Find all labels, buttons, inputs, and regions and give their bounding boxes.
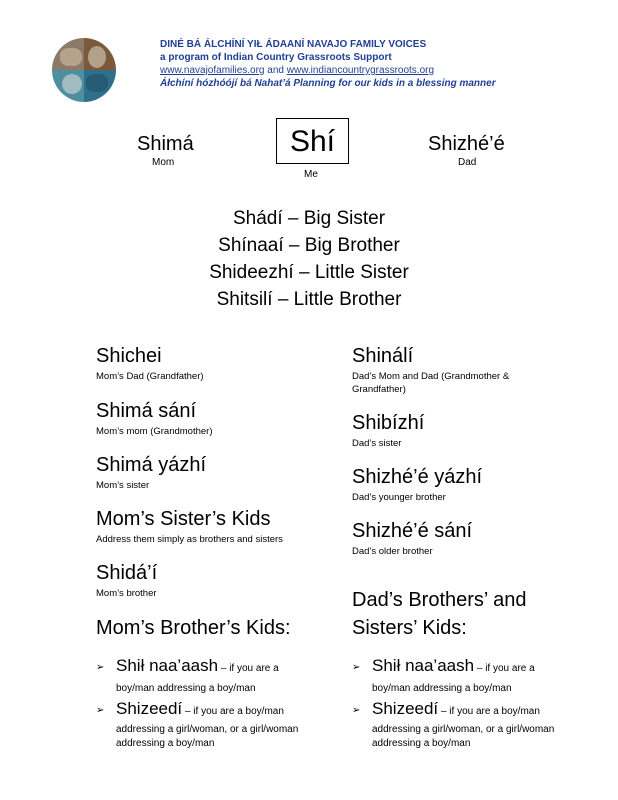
- sibling-line: Shitsilí – Little Brother: [216, 289, 402, 310]
- note: Mom’s brother: [96, 588, 157, 599]
- bullet-main: [372, 656, 535, 676]
- links-line: [160, 64, 496, 77]
- bullet-cont: addressing a boy/man: [372, 738, 471, 749]
- section-line: Dad’s Brothers’ and: [352, 589, 527, 611]
- bullet-tail: – if you are a: [474, 663, 535, 674]
- bullet-term: Shizeedí: [372, 699, 439, 718]
- note: Mom’s mom (Grandmother): [96, 426, 213, 437]
- dad-label: Dad: [458, 157, 477, 168]
- bullet-cont: addressing a girl/woman, or a girl/woman: [116, 724, 299, 735]
- term-shizhee-yazhi: Shizhé’é yázhí: [352, 466, 483, 488]
- letterhead: [160, 38, 496, 90]
- note: Address them simply as brothers and sisters: [96, 534, 283, 545]
- program-line: a program of Indian Country Grassroots Support: [160, 52, 392, 63]
- bullet-tail: – if you are a: [218, 663, 279, 674]
- term-shima-yazhi: Shimá yázhí: [96, 454, 207, 476]
- term-shima-sani: Shimá sání: [96, 400, 197, 422]
- indiancountry-link[interactable]: www.indiancountrygrassroots.org: [286, 65, 435, 76]
- term-moms-sisters-kids: Mom’s Sister’s Kids: [96, 508, 271, 530]
- navajofamilies-link[interactable]: www.navajofamilies.org: [160, 65, 265, 76]
- me-box: Shí: [276, 118, 349, 164]
- arrow-bullet-icon: ➢: [96, 705, 105, 716]
- bullet-term: Shizeedí: [116, 699, 183, 718]
- arrow-bullet-icon: ➢: [96, 662, 105, 673]
- note: Dad’s sister: [352, 438, 402, 449]
- bullet-main: [116, 656, 279, 676]
- me-label: Me: [304, 169, 318, 180]
- section-moms-brothers-kids: Mom’s Brother’s Kids:: [96, 617, 291, 639]
- term-shidai: Shidá’í: [96, 562, 158, 584]
- links-and: and: [264, 65, 287, 76]
- term-shichei: Shichei: [96, 345, 162, 367]
- note: Dad’s Mom and Dad (Grandmother &: [352, 371, 510, 382]
- mom-word: Shimá: [137, 133, 194, 155]
- note: Dad’s younger brother: [352, 492, 446, 503]
- bullet-tail: – if you are a boy/man: [182, 706, 284, 717]
- section-line: Sisters’ Kids:: [352, 617, 467, 639]
- bullet-main: [372, 699, 540, 719]
- sibling-line: Shideezhí – Little Sister: [209, 262, 409, 283]
- mom-label: Mom: [152, 157, 175, 168]
- bullet-main: [116, 699, 284, 719]
- bullet-cont: boy/man addressing a boy/man: [116, 683, 256, 694]
- arrow-bullet-icon: ➢: [352, 705, 361, 716]
- logo-photo-segment: [62, 74, 82, 94]
- sibling-line: Shádí – Big Sister: [232, 208, 386, 229]
- term-shibizhi: Shibízhí: [352, 412, 425, 434]
- bullet-cont: addressing a girl/woman, or a girl/woman: [372, 724, 555, 735]
- note: Mom’s Dad (Grandfather): [96, 371, 204, 382]
- bullet-tail: – if you are a boy/man: [438, 706, 540, 717]
- org-name: DINÉ BÁ ÁLCHÍNÍ YIŁ ÁDAANÍ NAVAJO FAMILY VOICES: [160, 39, 427, 50]
- arrow-bullet-icon: ➢: [352, 662, 361, 673]
- bullet-cont: boy/man addressing a boy/man: [372, 683, 512, 694]
- bullet-term: Shił naa’aash: [116, 656, 219, 675]
- bullet-cont: addressing a boy/man: [116, 738, 215, 749]
- sibling-line: Shínaaí – Big Brother: [218, 235, 400, 256]
- note: Mom’s sister: [96, 480, 150, 491]
- bullet-term: Shił naa’aash: [372, 656, 475, 675]
- logo-photo-segment: [88, 46, 106, 68]
- logo-photo-segment: [60, 48, 82, 66]
- logo-photo-segment: [86, 74, 108, 92]
- motto: Áłchíní hózhóójí bá Nahat’á Planning for our kids in a blessing manner: [160, 78, 496, 89]
- term-shinali: Shinálí: [352, 345, 414, 367]
- dad-word: Shizhé’é: [428, 133, 505, 155]
- note: Grandfather): [352, 384, 406, 395]
- logo-image: [52, 38, 116, 102]
- section-dads-brothers-sisters-kids: [352, 586, 527, 642]
- term-shizhee-sani: Shizhé’é sání: [352, 520, 473, 542]
- note: Dad’s older brother: [352, 546, 433, 557]
